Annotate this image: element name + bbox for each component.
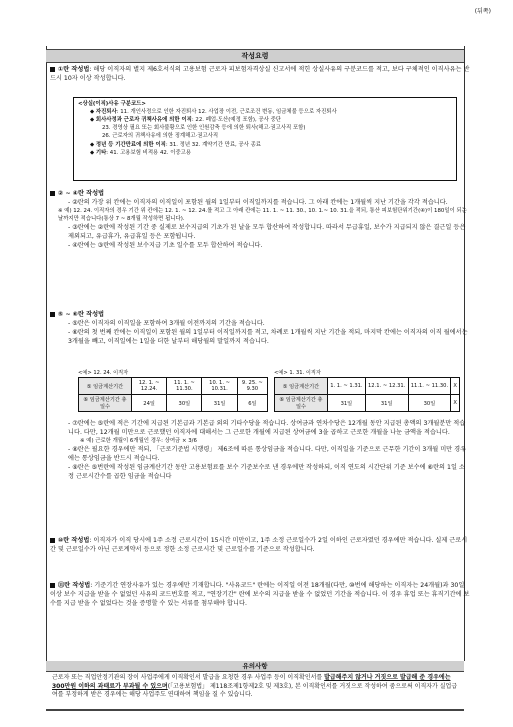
table-cell: 31일 [365, 395, 408, 412]
notice-text-1: 근로자 또는 직업안정기관의 장이 사업주에게 이직확인서 발급을 요청한 경우 사업주 등이 이직확인서를 [52, 674, 323, 681]
section-3-note: ※ 예) 근로한 개월이 6개월인 경우: 상여금 × 3/6 [80, 437, 197, 444]
table-cell: X [451, 395, 460, 412]
table-cell: 11.1. ~ 11.30. [408, 378, 451, 395]
section-2-heading: ② ~ ④란 작성법 [58, 190, 105, 197]
table-cell: X [451, 378, 460, 395]
code-item: ◆ 정년 등 기간만료에 의한 이직: 31. 정년 32. 계약기간 만료, 공사 종료 [90, 141, 262, 148]
table-cell: 12.1. ~ 12.31. [365, 378, 408, 395]
table-label: ⑥ 임금계산기간 총 일수 [79, 395, 132, 412]
code-item: ◆ 자진퇴사: 11. 개인사정으로 인한 자진퇴사 12. 사업장 이전, 근로조건 변동, 임금체불 등으로 자진퇴사 [90, 109, 337, 116]
table-cell: 30일 [167, 395, 202, 412]
code-item: 26. 근로자의 귀책사유에 의한 징계해고·권고사직 [102, 133, 219, 140]
notice-title: 유의사항 [46, 661, 464, 671]
table-cell: 24일 [132, 395, 167, 412]
table-cell: 12. 1. ~ 12.24. [132, 378, 167, 395]
table-row [79, 395, 268, 412]
example-1-table [78, 377, 268, 412]
table-cell: 31일 [328, 395, 366, 412]
table-label: ⑤ 임금계산기간 [79, 378, 132, 395]
square-bullet-icon [50, 67, 55, 72]
page-title: 작성요령 [46, 49, 464, 63]
table-row [79, 378, 268, 395]
right-rule [464, 46, 465, 661]
section-3-para-4: - ⑧란은 필요한 경우에만 적되, 「근로기준법 시행령」 제6조에 따른 통상임금을 적습니다. 다만, 이직일을 기준으로 근무한 기간이 3개월 미만 경우에는 통상임금을 반드시 적습니다. [68, 445, 467, 462]
table-cell: 30일 [408, 395, 451, 412]
example-1-caption: <예> 12. 24. 이직자 [78, 370, 129, 376]
table-label: ⑤ 임금계산기간 [275, 378, 328, 395]
notice-warning: 발급해주지 않거나 거짓으로 발급해 준 경우에는 300만원 이하의 과태료가 부과될 수 있으며 [52, 674, 451, 690]
page-number: (뒤쪽) [474, 8, 491, 15]
table-cell: 9. 25. ~ 9.30 [237, 378, 267, 395]
table-cell: 1. 1. ~ 1.31. [328, 378, 366, 395]
table-label: ⑥ 임금계산기간 총 일수 [275, 395, 328, 412]
example-2-table [274, 377, 460, 412]
code-box [73, 97, 457, 181]
section-3-para-3: - ⑦란에는 ⑤란에 적은 기간에 지급된 기본급과 기본급 외의 기타수당을 적습니다. 상여금과 연차수당은 12개월 동안 지급된 총액의 3개월분만 적습니다. 다만, 12개월 미만으로 근로했던 이직자에 대해서는 그 근로한 개월에 지급된 상여금에 3을 곱하고 근로한 개월을 나눈 금액을 적습니다. [68, 420, 466, 436]
section-5-heading: ⑪란 작성법 [58, 582, 91, 589]
code-item: ◆ 기타: 41. 고용보험 비적용 42. 이중고용 [90, 149, 192, 156]
section-3-heading: ⑤ ~ ⑥란 작성법 [58, 311, 105, 318]
table-cell: 10. 1. ~ 10.31. [202, 378, 237, 395]
table-cell: 6일 [237, 395, 267, 412]
section-4 [50, 537, 470, 555]
table-cell: 31일 [202, 395, 237, 412]
square-bullet-icon [50, 191, 55, 196]
section-5-text: : 기준기간 연장사유가 있는 경우에만 기재합니다. "사유코드" 란에는 이직일 이전 18개월(다만, ⑩번에 해당하는 이직자는 24개월)과 30일 이상 보수 지급을 받을 수 없었던 사유의 코드번호를 적고, "연장기간" 란에 보수의 지급을 받을 수 없었던 기간을 적습니다. 이 경우 휴업 또는 휴직기간에 보수를 지급 받을 수 없었다는 것을 증명할 수 있는 서류를 첨부해야 합니다. [50, 582, 470, 607]
section-2 [50, 190, 470, 251]
section-3 [50, 311, 470, 347]
notice-text-2: (「고용보험법」 제118조제1항제2호 및 제3호), 본 이직확인서를 거짓으로 작성하여 줌으로써 이직자가 실업급여를 부정하게 받은 경우에는 해당 사업주도 연대하여 책임을 질 수 있습니다. [52, 682, 458, 699]
section-1 [50, 66, 470, 84]
section-3-para-1: - ⑤란은 이직자의 이직일을 포함하여 3개월 이전까지의 기간을 적습니다. [68, 319, 265, 327]
section-3-para-5: - ⑨란은 ⑤번란에 작성된 임금계산기간 동안 고용보험료를 보수 기준보수로 낸 경우에만 작성하되, 이직 연도의 시간단위 기준 보수에 ⑥란의 1일 소정 근로시간수를 곱한 임금을 적습니다 [68, 463, 465, 480]
square-bullet-icon [50, 312, 55, 317]
table-row [275, 378, 460, 395]
section-5 [50, 582, 470, 609]
section-2-para-2: - ③란에는 ②란에 작성된 기간 중 실제로 보수지급의 기초가 된 날을 모두 합산하여 작성합니다. 따라서 무급휴일, 보수가 지급되지 않은 결근일 등은 제외되고, 유급휴가, 유급휴일 등은 포함됩니다. [68, 223, 466, 240]
table-row [275, 395, 460, 412]
code-item: 23. 경영상 필요 또는 회사불황으로 인한 인원감축 등에 의한 퇴사(해고·권고사직 포함) [102, 125, 306, 132]
notice-box [46, 671, 464, 711]
square-bullet-icon [50, 538, 55, 543]
section-4-text: : 이직자가 이직 당시에 1주 소정 근로시간이 15시간 미만이고, 1주 소정 근로일수가 2일 이하인 근로자였던 경우에만 적습니다. 실제 근로시간 및 근로일수가 아닌 근로계약서 등으로 정한 소정 근로시간 및 근로일수를 기준으로 작성합니다. [50, 537, 468, 553]
section-3-para-2: - ⑥란의 첫 번째 칸에는 이직일이 포함된 월의 1일부터 이직일까지를 적고, 차례로 1개월씩 지난 기간을 적되, 마지막 칸에는 이직자의 이직 월에서는 3개월을 빼고, 이직일에는 1일을 더한 날부터 해당월의 말일까지 적습니다. [68, 328, 468, 345]
code-box-title: <상실(이직)사유 구분코드> [78, 101, 146, 107]
section-2-para-1: - ②란의 가장 위 칸에는 이직자의 이직일이 포함된 월의 1일부터 이직일까지를 적습니다. 그 아래 칸에는 1개월씩 지난 기간을 각각 적습니다. [68, 198, 448, 206]
section-4-heading: ⑩란 작성법 [58, 537, 90, 544]
section-2-note: ※ 예) 12. 24. 이직자의 경우 기간 위 칸에는 12. 1. ~ 12. 24.를 적고 그 아래 칸에는 11. 1. ~ 11. 30., 10. 1.~ 10. 31.을 적되, 통산 피보험단위기간(④)이 180일이 되는 날까지만 적습니다(통상 7 ~ 8개월 작성하면 됩니다). [58, 207, 467, 222]
section-2-para-3: - ④란에는 ③란에 작성된 보수지급 기초 일수를 모두 합산하여 적습니다. [68, 241, 263, 249]
section-1-heading: ①란 작성법 [58, 66, 90, 73]
section-1-text: : 해당 이직자의 별지 제6호서식의 고용보험 근로자 피보험자격상실 신고서에 적힌 상실사유의 구분코드를 적고, 보다 구체적인 이직사유는 반드시 10자 이상 작성합니다. [50, 66, 470, 82]
square-bullet-icon [50, 583, 55, 588]
example-2-caption: <예> 1. 31. 이직자 [274, 370, 321, 376]
section-3-continued [50, 420, 470, 482]
code-item: ◆ 회사사정과 근로자 귀책사유에 의한 이직: 22. 폐업·도산(예정 포함), 공사 중단 [90, 117, 281, 124]
table-cell: 11. 1. ~ 11.30. [167, 378, 202, 395]
left-rule [46, 46, 47, 661]
